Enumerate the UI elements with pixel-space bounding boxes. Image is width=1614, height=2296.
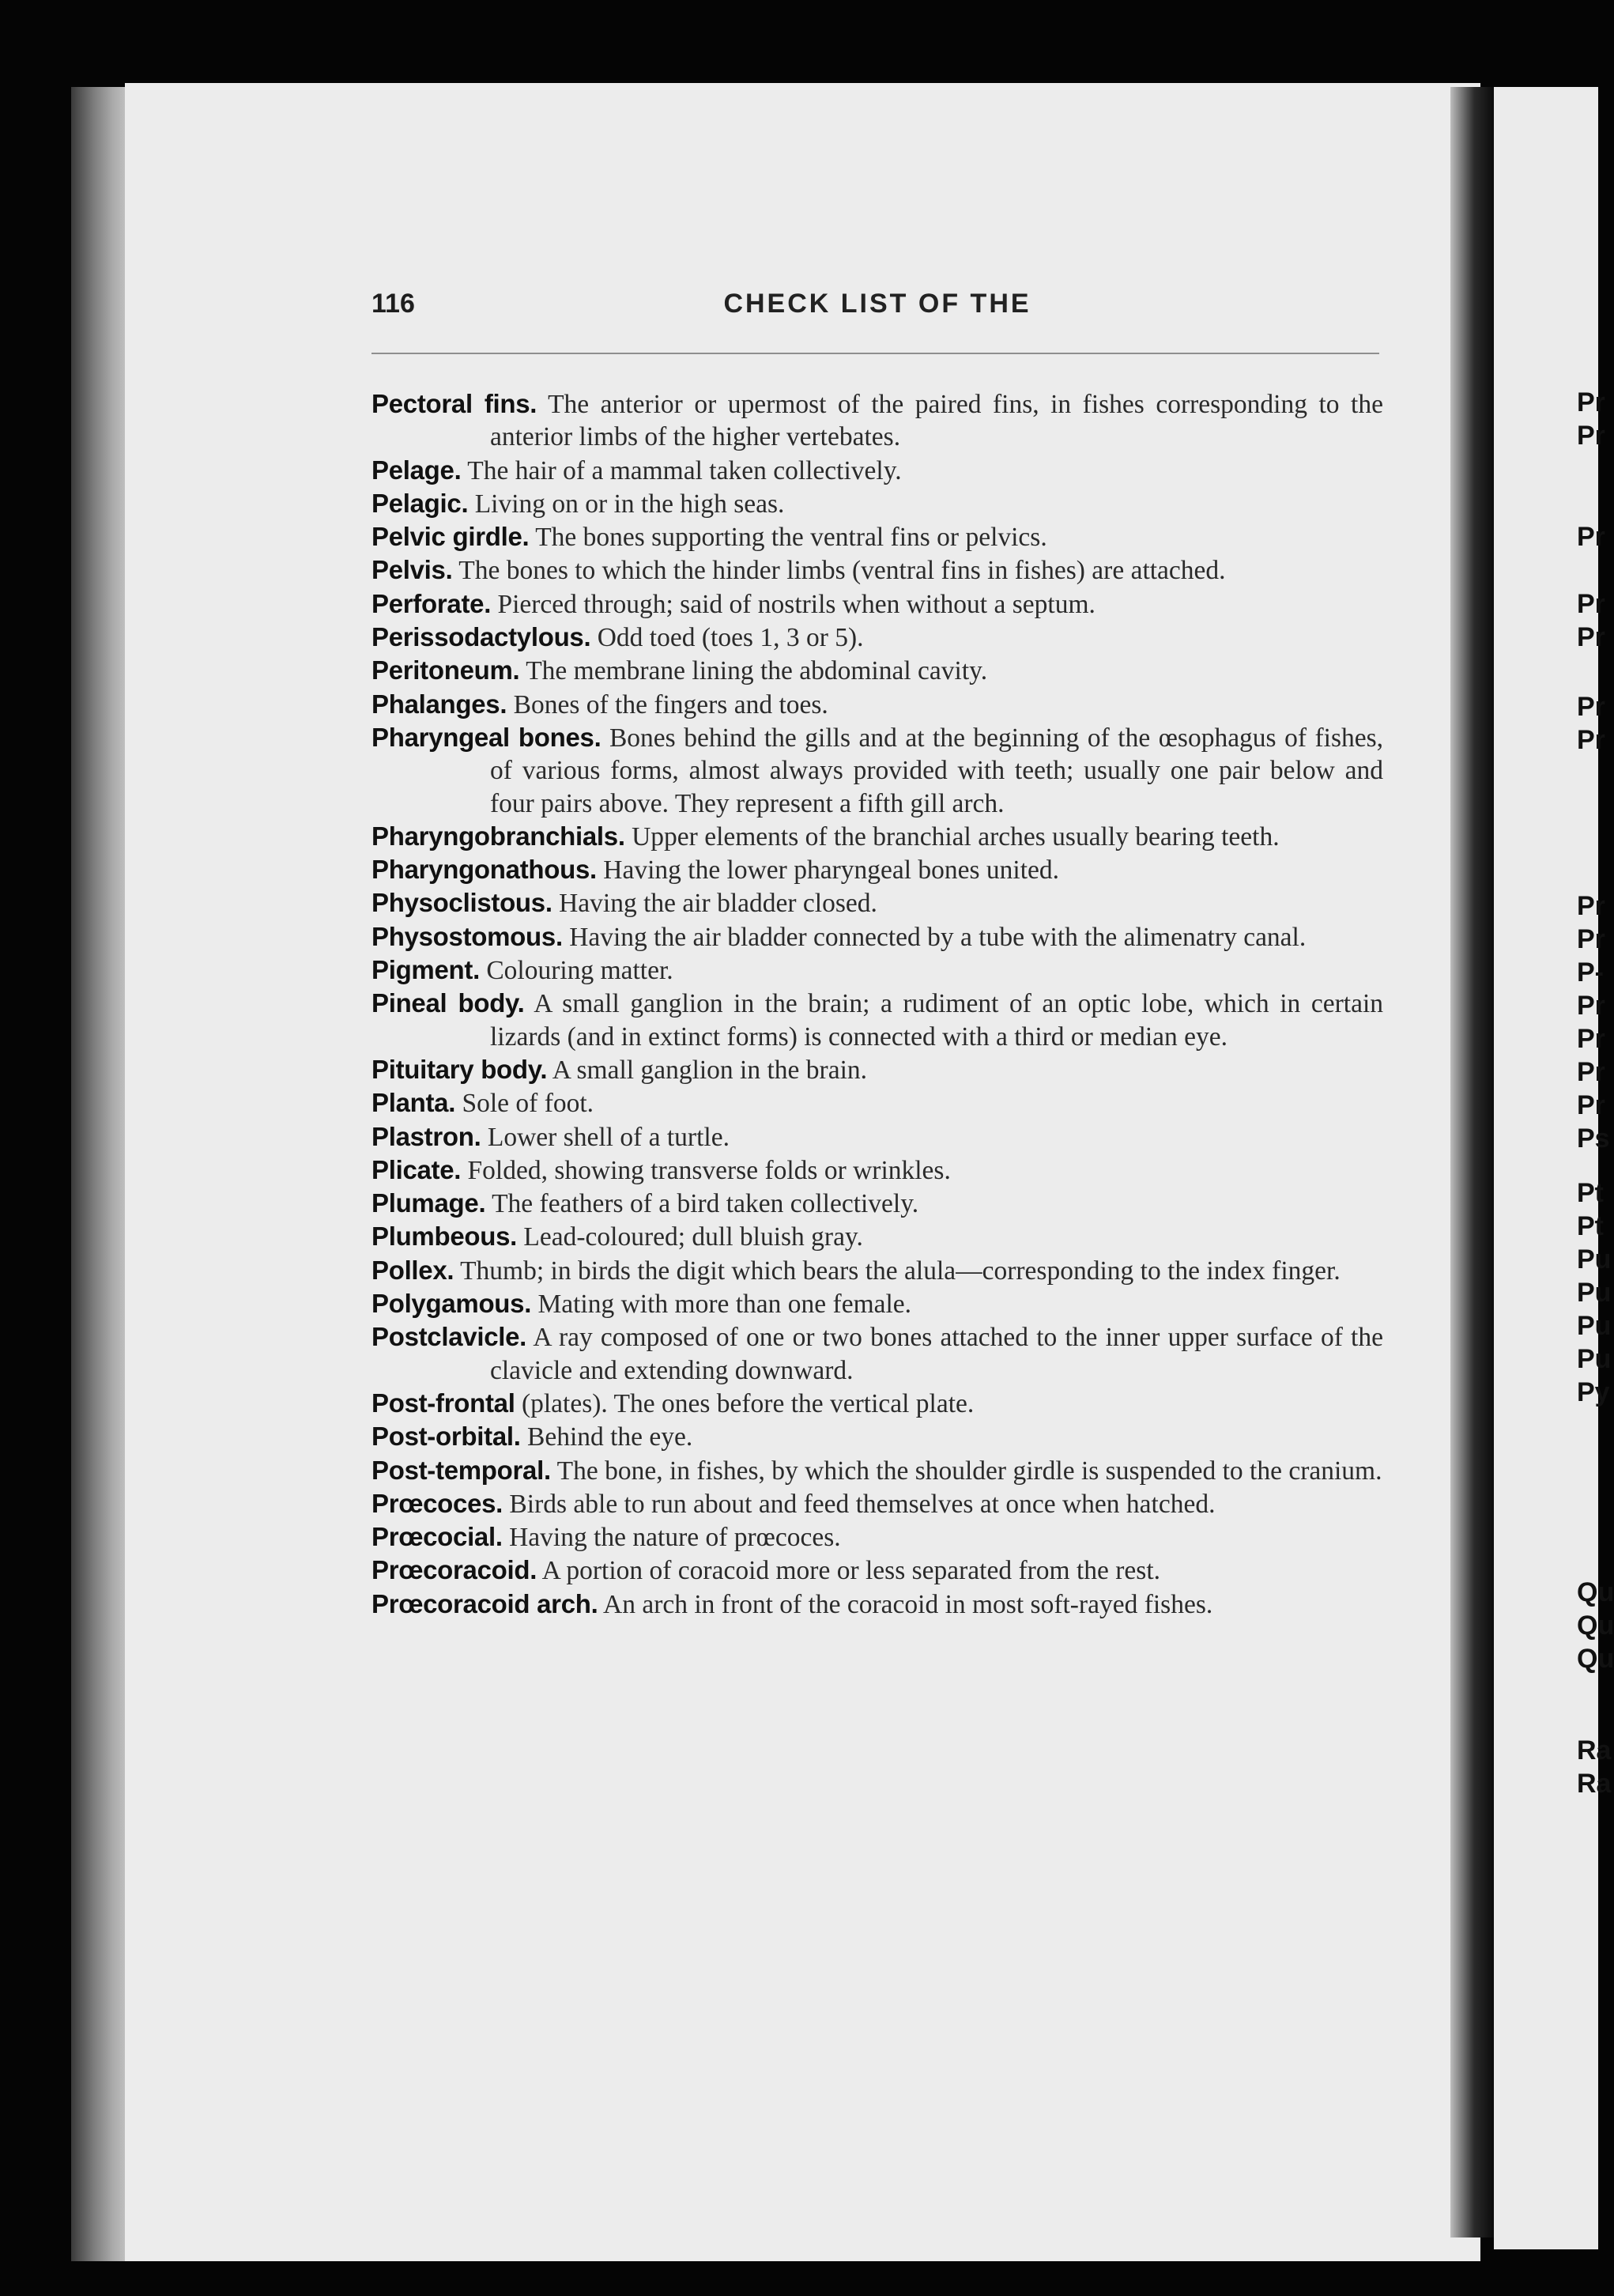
entry-term: Plumbeous. [371, 1222, 518, 1252]
entry-term: Pigment. [371, 955, 480, 985]
glossary-entry [371, 1154, 1383, 1187]
header-rule [371, 353, 1379, 354]
entry-definition: The feathers of a bird taken collectively. [492, 1189, 919, 1219]
page-gutter [1450, 87, 1494, 2237]
glossary-entry [371, 1086, 1383, 1120]
entry-definition: The membrane lining the abdominal cavity. [526, 656, 988, 686]
entry-term: Pharyngeal bones. [371, 722, 601, 752]
entry-definition: Pierced through; said of nostrils when without a septum. [497, 589, 1095, 619]
glossary-entry [371, 954, 1383, 987]
entry-term: Post-frontal [371, 1388, 515, 1418]
facing-page-stub: Pr [1577, 522, 1605, 552]
facing-page-stub: Pr [1577, 725, 1605, 755]
facing-page-stub: Pr [1577, 692, 1605, 722]
glossary-entry [371, 1554, 1383, 1587]
entry-definition: Bones behind the gills and at the beginning of the œsophagus of fishes, of various forms, almost always provided with teeth; usually one pair below and four pairs above. They represent a fifth gill arch. [490, 723, 1384, 818]
entry-definition: A small ganglion in the brain; a rudiment of an optic lobe, which in certain lizards (and in extinct forms) is connected with a third or median eye. [490, 989, 1383, 1052]
entry-term: Plicate. [371, 1154, 462, 1184]
glossary-entry [371, 1387, 1383, 1420]
entry-term: Pharyngonathous. [371, 855, 597, 885]
facing-page-stub: Qu [1577, 1577, 1614, 1607]
entry-definition: A small ganglion in the brain. [552, 1055, 868, 1085]
page-number: 116 [371, 289, 415, 319]
glossary-entry [371, 520, 1383, 553]
entry-definition: Having the lower pharyngeal bones united. [603, 855, 1060, 886]
page-header [371, 289, 1383, 328]
entry-term: Plastron. [371, 1121, 481, 1151]
entry-term: Prœcoracoid arch. [371, 1588, 598, 1618]
glossary-entry [371, 1520, 1383, 1554]
entry-definition: Having the air bladder connected by a tube with the alimenatry canal. [569, 922, 1307, 952]
facing-page-stub: Pr [1577, 387, 1605, 417]
facing-page-stub: Pu [1577, 1244, 1612, 1275]
entry-term: Phalanges. [371, 689, 507, 719]
facing-page-stub: Pr [1577, 1090, 1605, 1120]
facing-page-stub: Py [1577, 1377, 1610, 1407]
glossary-entries [371, 387, 1383, 1621]
running-head: CHECK LIST OF THE [723, 289, 1031, 319]
entry-definition: An arch in front of the coracoid in most soft-rayed fishes. [603, 1589, 1213, 1619]
entry-term: Planta. [371, 1088, 456, 1118]
entry-definition: Colouring matter. [486, 956, 673, 986]
glossary-entry [371, 1487, 1383, 1520]
entry-definition: Bones of the fingers and toes. [513, 689, 828, 719]
entry-definition: The bones to which the hinder limbs (ventral fins in fishes) are attached. [458, 556, 1226, 586]
glossary-entry [371, 1454, 1383, 1487]
facing-page-stub: Pr [1577, 589, 1605, 619]
glossary-entry [371, 587, 1383, 621]
entry-term: Postclavicle. [371, 1322, 527, 1352]
glossary-entry [371, 820, 1383, 853]
glossary-entry [371, 886, 1383, 920]
entry-definition: The anterior or upermost of the paired fins, in fishes corresponding to the anterior limbs of the higher vertebates. [490, 390, 1383, 452]
facing-page-stub: Pt [1577, 1211, 1604, 1241]
entry-definition: Mating with more than one female. [537, 1290, 912, 1320]
entry-term: Prœcoces. [371, 1488, 503, 1518]
entry-definition: The hair of a mammal taken collectively. [467, 455, 902, 485]
facing-page-stub: P- [1577, 957, 1604, 988]
facing-page-stub: Ra [1577, 1769, 1612, 1799]
entry-term: Perforate. [371, 588, 492, 618]
entry-term: Physostomous. [371, 921, 563, 951]
glossary-entry [371, 1254, 1383, 1287]
entry-term: Polygamous. [371, 1289, 532, 1319]
glossary-entry [371, 1420, 1383, 1453]
glossary-entry [371, 487, 1383, 520]
entry-term: Post-orbital. [371, 1422, 521, 1452]
entry-definition: The bone, in fishes, by which the shoulder girdle is suspended to the cranium. [556, 1456, 1382, 1486]
glossary-entry [371, 454, 1383, 487]
glossary-entry [371, 987, 1383, 1053]
entry-term: Pharyngobranchials. [371, 821, 625, 851]
entry-definition: A ray composed of one or two bones attached to the inner upper surface of the clavicle and extending downward. [490, 1323, 1383, 1385]
facing-page-stub: Pu [1577, 1311, 1612, 1341]
facing-page-stub: Pr [1577, 1057, 1605, 1087]
entry-term: Pelvis. [371, 555, 453, 585]
entry-term: Prœcocial. [371, 1522, 503, 1552]
facing-page-stub: Qu [1577, 1644, 1614, 1674]
entry-definition: (plates). The ones before the vertical plate. [521, 1388, 975, 1418]
glossary-entry [371, 553, 1383, 587]
glossary-entry [371, 1120, 1383, 1154]
glossary-entry [371, 1053, 1383, 1086]
glossary-entry [371, 1187, 1383, 1220]
entry-term: Pelagic. [371, 488, 469, 518]
glossary-entry [371, 1220, 1383, 1253]
entry-term: Pituitary body. [371, 1054, 548, 1084]
facing-page-stub: Pu [1577, 1278, 1612, 1308]
facing-page-stub: Pr [1577, 421, 1605, 451]
entry-definition: Sole of foot. [462, 1089, 594, 1119]
entry-definition: Having the air bladder closed. [559, 889, 877, 919]
glossary-entry [371, 387, 1383, 454]
facing-page-stub: Pt [1577, 1178, 1604, 1208]
facing-page-stub: Pu [1577, 1344, 1612, 1374]
entry-term: Pectoral fins. [371, 389, 537, 418]
glossary-entry [371, 654, 1383, 687]
entry-term: Post-temporal. [371, 1455, 551, 1485]
facing-page-stub: Pr [1577, 622, 1605, 652]
glossary-entry [371, 1320, 1383, 1387]
glossary-entry [371, 920, 1383, 954]
entry-definition: Having the nature of prœcoces. [509, 1523, 841, 1553]
entry-term: Pollex. [371, 1255, 454, 1285]
entry-definition: Living on or in the high seas. [474, 489, 785, 519]
glossary-entry [371, 1287, 1383, 1320]
entry-term: Perissodactylous. [371, 622, 591, 652]
glossary-entry [371, 721, 1383, 820]
entry-term: Peritoneum. [371, 655, 520, 685]
entry-definition: Lower shell of a turtle. [487, 1122, 730, 1152]
entry-definition: Upper elements of the branchial arches usually bearing teeth. [632, 821, 1280, 852]
glossary-entry [371, 853, 1383, 886]
facing-page-stub: Pr [1577, 891, 1605, 921]
entry-definition: Odd toed (toes 1, 3 or 5). [597, 623, 864, 653]
entry-term: Plumage. [371, 1188, 486, 1218]
entry-term: Pineal body. [371, 988, 525, 1018]
facing-page-stub: Pr [1577, 924, 1605, 954]
glossary-entry [371, 621, 1383, 654]
entry-term: Pelvic girdle. [371, 522, 530, 552]
entry-definition: Lead-coloured; dull bluish gray. [523, 1222, 863, 1252]
entry-definition: Behind the eye. [526, 1422, 693, 1452]
facing-page-stub: Ra [1577, 1735, 1612, 1765]
entry-term: Pelage. [371, 455, 462, 485]
facing-page-stub: Qu [1577, 1611, 1614, 1641]
entry-definition: Folded, showing transverse folds or wrinkles. [467, 1155, 951, 1185]
entry-definition: A portion of coracoid more or less separated from the rest. [541, 1556, 1160, 1586]
entry-definition: Birds able to run about and feed themselves at once when hatched. [509, 1489, 1216, 1519]
entry-term: Physoclistous. [371, 888, 552, 918]
entry-definition: The bones supporting the ventral fins or pelvics. [535, 523, 1047, 553]
facing-page-stub: Pr [1577, 991, 1605, 1021]
glossary-entry [371, 688, 1383, 721]
facing-page-stub: Ps [1577, 1123, 1610, 1154]
entry-definition: Thumb; in birds the digit which bears the alula—corresponding to the index finger. [460, 1256, 1341, 1286]
glossary-entry [371, 1588, 1383, 1621]
entry-term: Prœcoracoid. [371, 1555, 537, 1585]
facing-page-stub: Pr [1577, 1024, 1605, 1054]
